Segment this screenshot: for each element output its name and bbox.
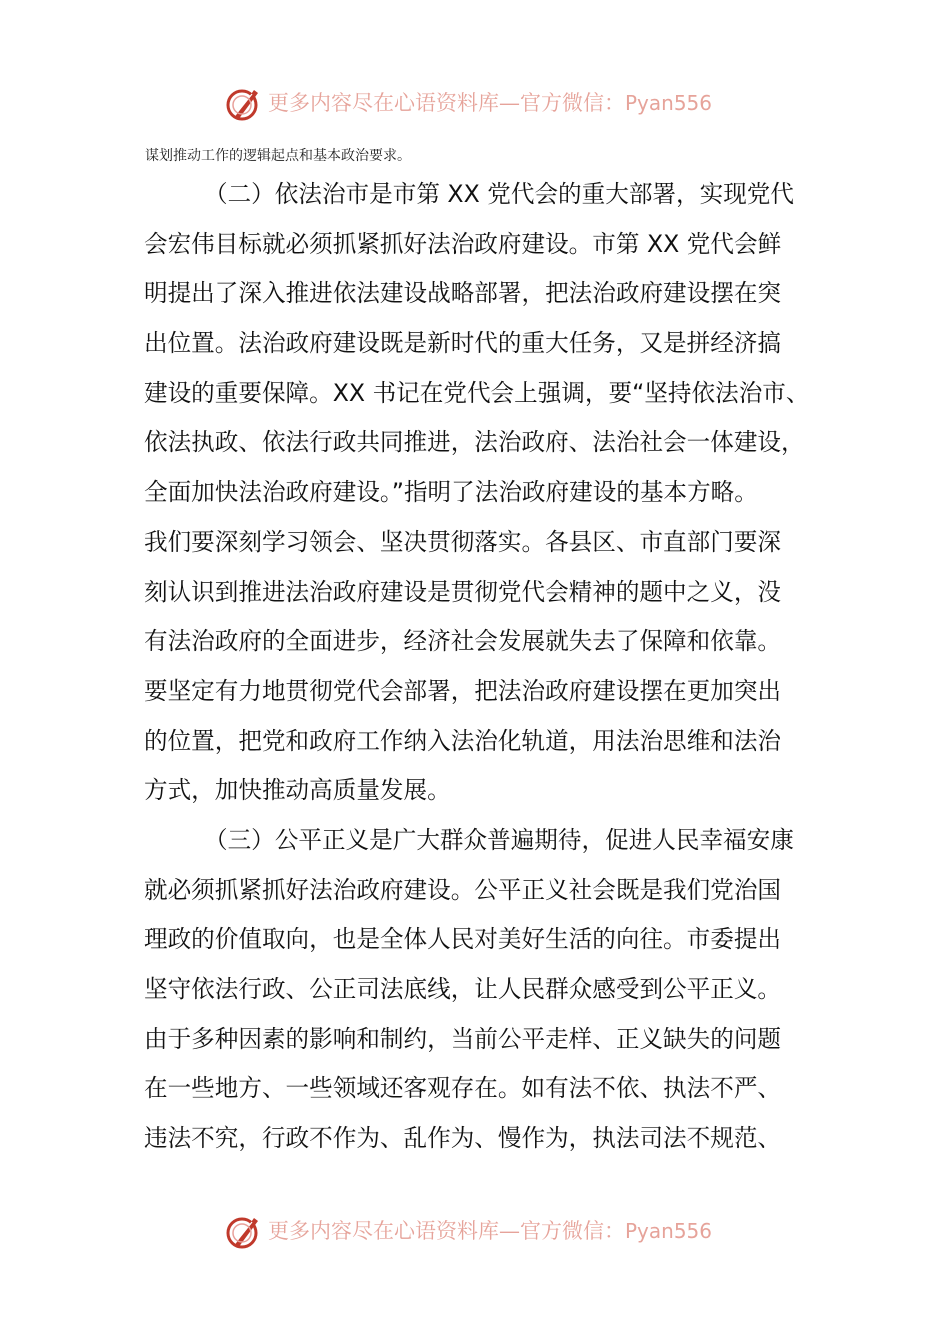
- paragraph-line: 方式，加快推动高质量发展。: [144, 776, 451, 805]
- quill-pen-logo-icon: [224, 84, 264, 124]
- paragraph-line: 我们要深刻学习领会、坚决贯彻落实。各县区、市直部门要深: [144, 527, 782, 556]
- footer-banner-text: 更多内容尽在心语资料库—官方微信：Pyan556: [268, 1219, 713, 1243]
- header-banner-text: 更多内容尽在心语资料库—官方微信：Pyan556: [268, 91, 713, 115]
- header-banner: [0, 78, 950, 128]
- paragraph-line: 在一些地方、一些领域还客观存在。如有法不依、执法不严、: [144, 1074, 782, 1103]
- paragraph-line: 会宏伟目标就必须抓紧抓好法治政府建设。市第 XX 党代会鲜: [144, 229, 782, 258]
- paragraph-line: 建设的重要保障。XX 书记在党代会上强调，要“坚持依法治市、: [144, 378, 810, 407]
- paragraph-line: 违法不究，行政不作为、乱作为、慢作为，执法司法不规范、: [144, 1124, 782, 1153]
- continuation-line: 谋划推动工作的逻辑起点和基本政治要求。: [145, 148, 411, 164]
- footer-banner: [0, 1206, 950, 1256]
- paragraph-line: （二）依法治市是市第 XX 党代会的重大部署，实现党代: [204, 180, 794, 208]
- paragraph-line: 刻认识到推进法治政府建设是贯彻党代会精神的题中之义，没: [144, 577, 782, 606]
- quill-pen-logo-icon: [224, 1212, 264, 1252]
- paragraph-line: 理政的价值取向，也是全体人民对美好生活的向往。市委提出: [144, 925, 782, 954]
- paragraph-line: 就必须抓紧抓好法治政府建设。公平正义社会既是我们党治国: [144, 875, 782, 904]
- paragraph-line: 出位置。法治政府建设既是新时代的重大任务，又是拼经济搞: [144, 329, 782, 358]
- paragraph-line: 有法治政府的全面进步，经济社会发展就失去了保障和依靠。: [144, 627, 782, 656]
- paragraph-line: 由于多种因素的影响和制约，当前公平走样、正义缺失的问题: [144, 1024, 782, 1053]
- paragraph-line: 全面加快法治政府建设。”指明了法治政府建设的基本方略。: [144, 478, 758, 507]
- wechat-id: Pyan556: [625, 91, 713, 115]
- paragraph-line: 要坚定有力地贯彻党代会部署，把法治政府建设摆在更加突出: [144, 676, 782, 705]
- document-body: [144, 170, 824, 1164]
- paragraph-line: 的位置，把党和政府工作纳入法治化轨道，用法治思维和法治: [144, 726, 782, 755]
- paragraph-line: （三）公平正义是广大群众普遍期待，促进人民幸福安康: [204, 825, 794, 854]
- paragraph-line: 坚守依法行政、公正司法底线，让人民群众感受到公平正义。: [144, 975, 782, 1003]
- wechat-id: Pyan556: [625, 1219, 713, 1243]
- paragraph-line: 依法执政、依法行政共同推进，法治政府、法治社会一体建设，: [144, 428, 805, 457]
- paragraph-line: 明提出了深入推进依法建设战略部署，把法治政府建设摆在突: [144, 279, 782, 308]
